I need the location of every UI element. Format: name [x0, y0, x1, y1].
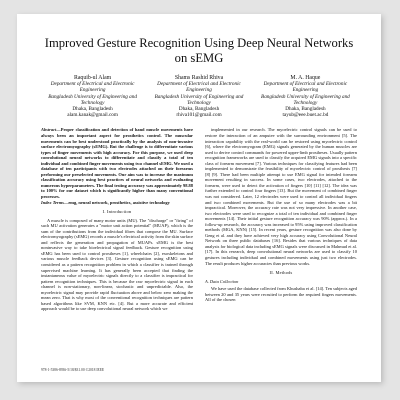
author-name: Shams Rashid Rhiva	[174, 75, 224, 81]
abstract-text: —Proper classification and detection of hand muscle movements have always been an important aspect for prosthetics control. The muscular movements can be best understood practically by the analysis of non-invasive surface electromyography (sEMG). But the challenge is to differentiate various types of finger movements with high accuracy. For this purpose, we used deep convolutional neural networks to differentiate and classify a total of ten individual and combined finger movements using two channel sEMG. We used a database of ten participants with two electrodes attached on their forearms performing our preselected movements. Our aim was to increase the maximum classification accuracy using best practices of neural networks and evaluating numerous hyperparameters. The final testing accuracy was approximately 98.88 to 100% for our dataset which is significantly higher than many conventional processes.	[41, 127, 193, 199]
author-city: Dhaka, Bangladesh	[72, 106, 113, 113]
author-name: Raquib-ul Alam	[73, 75, 112, 81]
abstract-label: Abstract	[41, 127, 57, 133]
body-columns	[41, 127, 357, 312]
author-email: alam.kanak@gmail.com	[67, 112, 118, 119]
author-dept: Department of Electrical and Electronic Engineering	[157, 81, 241, 94]
author-city: Dhaka, Bangladesh	[178, 106, 220, 113]
author-3	[260, 75, 351, 118]
paper-page	[17, 14, 381, 382]
index-terms-label: Index Terms	[41, 199, 64, 205]
subsection-heading-data-collection: A. Data Collection	[205, 278, 239, 284]
copyright-footer: 978-1-5386-8936-5/18/$31.00 ©2018 IEEE	[41, 368, 105, 372]
author-1	[47, 75, 138, 118]
data-collection-paragraph: We have used the database collected from Khushaba et al. [14]. Ten subjects aged between 20 and 35 years were recruited to perform the required fingers movements. All of the chosen	[205, 286, 357, 303]
author-univ: Bangladesh University of Engineering and Technology	[261, 93, 350, 106]
paper-title: Improved Gesture Recognition Using Deep Neural Networks on sEMG	[44, 36, 354, 65]
right-column	[205, 127, 357, 312]
author-email: tayub@eee.buet.ac.bd	[282, 112, 329, 119]
author-univ: Bangladesh University of Engineering and Technology	[48, 93, 137, 106]
author-name: M. A. Haque	[290, 75, 321, 81]
index-terms	[41, 200, 193, 206]
author-univ: Bangladesh University of Engineering and Technology	[154, 93, 244, 106]
author-city: Dhaka, Bangladesh	[285, 106, 326, 113]
abstract	[41, 127, 193, 199]
body-paragraph: implemented in our research. The myoelectric control signals can be used to restore the interaction of an amputee with the surrounding environment [5]. The interaction capability with the real-world can be restored using myoelectric control [6], where the electromyogram (EMG) signals generated by the human muscles are used to derive control commands for powered upper-limb prostheses. Usually pattern recognition frameworks are used to classify the acquired EMG signals into a specific class of forearm movement [7]. Various techniques for classifying features had been implemented to demonstrate the feasibility of myoelectric control of prosthesis [7] [8] [9]. There had been multiple attempt to use EMG signal for intended forearm movement resulting in success. In some cases, two electrodes, attached to the forearm, were used to detect the activation of fingers [10] [11] [12]. The idea was further extended to control four fingers [13]. But the movement of combined finger was not considered. Later, 12 electrodes were used to control all individual fingers and two combined movements. But the use of so many electrodes was a bit impractical. Moreover, the accuracy rate was not very impressive. In another case, two electrodes were used to recognize a total of ten individual and combined finger movements [14]. Their initial gesture recognition accuracy was 90% (approx.). In a follow-up research, the accuracy was increased to 95% using improved classification methods (MGA, KNN) [15]. In recent years, gesture recognition was also done by Geng et al. and they have achieved very high accuracy using Convolutional Neural Network on three public databases [16]. Besides that various techniques of data analysis for biological data including sEMG signals were discussed in Mahmud et al. [17]. In this research, deep convolutional neural networks are used to classify 10 gestures including individual and combined movements using just two electrodes. The result produces higher accuracies than previous works.	[205, 127, 357, 266]
section-heading-introduction: I. Introduction	[102, 209, 132, 215]
author-email: rhiva101@gmail.com	[176, 112, 222, 119]
author-block	[47, 75, 351, 118]
author-2	[153, 75, 244, 118]
author-dept: Department of Electrical and Electronic Engineering	[263, 81, 348, 94]
author-dept: Department of Electrical and Electronic Engineering	[50, 81, 135, 94]
intro-paragraph: A muscle is composed of many motor units (MU). The "discharge" or "firing" of such MU activation generates a "motor unit action potential" (MUAP), which is the sum of the contributions from the individual fibres that compose the MU. Surface electromyography (sEMG) records a muscle's electrical activity from the skin surface and reflects the generation and propagation of MUAPs. sEMG is the best noninvasive way to take bioelectrical signal feedback. Gesture recognition using sEMG has been used to control prostheses [1], wheelchairs [2], exoskeletons and various muscle feedback devices [3]. Gesture recognition using sEMG can be considered as a pattern recognition problem in which a classifier is trained through supervised machine learning. It has generally been accepted that finding the instantaneous value of myoelectric signals directly to a classifier is impractical for pattern recognition techniques. This is because the raw myoelectric signal in each channel is non-stationary, non-linear, stochastic and unpredictable. Also, the myoelectric signal may provide rapid fluctuation above and below zero making the mean zero. That is why most of the conventional recognition techniques are pattern based algorithms like SVM, KNN etc. [4]. But a more accurate and efficient approach would be to use deep convolutional neural network which we	[41, 217, 193, 312]
left-column	[41, 127, 193, 312]
index-terms-text: —emg, neural network, prosthetics, assistive technology	[63, 199, 170, 205]
section-heading-methods: II. Methods	[269, 270, 293, 276]
